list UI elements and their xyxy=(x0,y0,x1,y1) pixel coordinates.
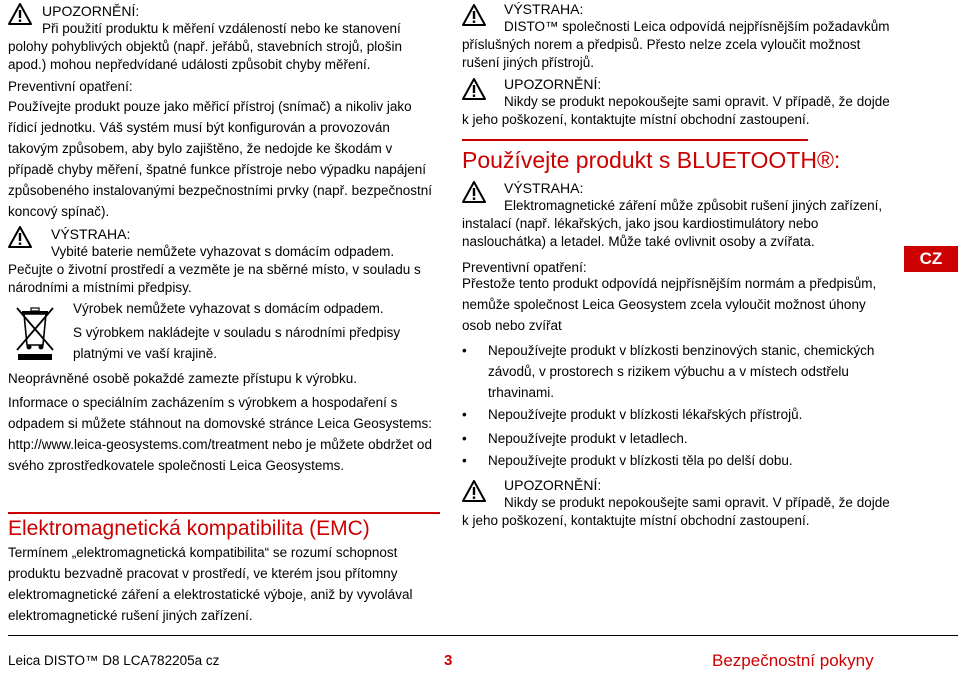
emc-heading: Elektromagnetická kompatibilita (EMC) xyxy=(8,517,370,540)
prevent-text: Používejte produkt pouze jako měřicí přístroj (snímač) a nikoliv jako řídicí jednotku. Váš systém musí být konfigurován a provozován takovým způsobem, aby bylo zajištěno, že nedojde ke škodám v případě chyby měření, špatné funkce přístroje nebo výpadku napájení způsobeného instalovanými bezpečnostními prvky (např. bezpečnostní koncový spínač). xyxy=(8,99,432,219)
vystraha-text-2: Pečujte o životní prostředí a vezměte je na sběrné místo, v souladu s národními a místními předpisy. xyxy=(8,262,421,295)
warning-icon xyxy=(8,226,32,248)
upoz2-text: Nikdy se produkt nepokoušejte sami opravit. V případě, že dojde k jeho poškození, kontaktujte místní obchodní zastoupení. xyxy=(462,495,890,528)
vystraha2-label: VÝSTRAHA: xyxy=(504,180,584,196)
unauthorized-text: Neoprávněné osobě pokaždé zamezte přístupu k výrobku. xyxy=(8,371,357,386)
crossed-bin-icon xyxy=(14,305,56,361)
disposal-text-1: Výrobek nemůžete vyhazovat s domácím odpadem. xyxy=(73,301,384,316)
bullet-icon: • xyxy=(462,343,467,358)
vystraha-label: VÝSTRAHA: xyxy=(51,226,131,242)
prevent-label: Preventivní opatření: xyxy=(8,79,133,94)
list-item-text: Nepoužívejte produkt v blízkosti lékařských přístrojů. xyxy=(488,407,803,422)
info-text: Informace o speciálním zacházením s výrobkem a hospodaření s odpadem si můžete stáhnout na domovské stránce Leica Geosystems: http://www.leica-geosystems.com/treatment nebo je můžete obdržet od svého zprostředkovatele společnosti Leica Geosystems. xyxy=(8,395,432,473)
emc-text: Termínem „elektromagnetická kompatibilita“ se rozumí schopnost produktu bezvadně pracovat v prostředí, ve kterém jsou přítomny elektromagnetické záření a elektrostatické výboje, aniž by vyvolával elektromagnetické rušení jiných zařízení. xyxy=(8,545,413,623)
prevent-text: Přestože tento produkt odpovídá nejpřísnějším normám a předpisům, nemůže společnost Leica Geosystem zcela vyloučit možnost úhony osob nebo zvířat xyxy=(462,276,877,333)
upoz1-label: UPOZORNĚNÍ: xyxy=(504,76,602,92)
vystraha1-label: VÝSTRAHA: xyxy=(504,1,584,17)
footer-rule xyxy=(8,635,958,636)
list-item-text: Nepoužívejte produkt v blízkosti těla po delší dobu. xyxy=(488,453,793,468)
vystraha-text: Vybité baterie nemůžete vyhazovat s domácím odpadem. xyxy=(51,244,395,259)
list-item-text: Nepoužívejte produkt v letadlech. xyxy=(488,431,688,446)
bullet-icon: • xyxy=(462,407,467,422)
disposal-text-2: S výrobkem nakládejte v souladu s národními předpisy platnými ve vaší krajině. xyxy=(73,325,401,361)
upozorneni-label: UPOZORNĚNÍ: xyxy=(42,3,140,19)
footer-doc-id: Leica DISTO™ D8 LCA782205a cz xyxy=(8,653,220,668)
section-rule xyxy=(462,139,808,141)
section-rule xyxy=(8,512,440,514)
upoz1-text: Nikdy se produkt nepokoušejte sami opravit. V případě, že dojde k jeho poškození, kontaktujte místní obchodní zastoupení. xyxy=(462,94,890,127)
vystraha2-text: Elektromagnetické záření může způsobit rušení jiných zařízení, instalací (např. lékařských, jako jsou kardiostimulátory nebo naslouchátka) a letadel. Může také ovlivnit osoby a zvířata. xyxy=(462,198,883,249)
list-item-text: Nepoužívejte produkt v blízkosti benzinových stanic, chemických závodů, v prostorech s rizikem výbuchu a v místech odstřelu trhavinami. xyxy=(488,343,875,400)
section-title: Bezpečnostní pokyny xyxy=(712,651,874,670)
prevent-label: Preventivní opatření: xyxy=(462,260,587,275)
vystraha1-text: DISTO™ společnosti Leica odpovídá nejpřísnějším požadavkům příslušných norem a předpisů. Přesto nelze zcela vyloučit možnost rušení jiných přístrojů. xyxy=(462,19,890,70)
bluetooth-heading: Používejte produkt s BLUETOOTH®: xyxy=(462,147,841,173)
upoz2-label: UPOZORNĚNÍ: xyxy=(504,477,602,493)
upozorneni-text: Při použití produktu k měření vzdáleností nebo ke stanovení polohy pohyblivých objektů (např. jeřábů, stavebních strojů, plošin apod.) mohou nepředvídané události způsobit chyby měření. xyxy=(8,21,402,72)
bullet-icon: • xyxy=(462,431,467,446)
language-tab: CZ xyxy=(904,246,958,272)
page-number: 3 xyxy=(444,652,453,669)
bullet-icon: • xyxy=(462,453,467,468)
